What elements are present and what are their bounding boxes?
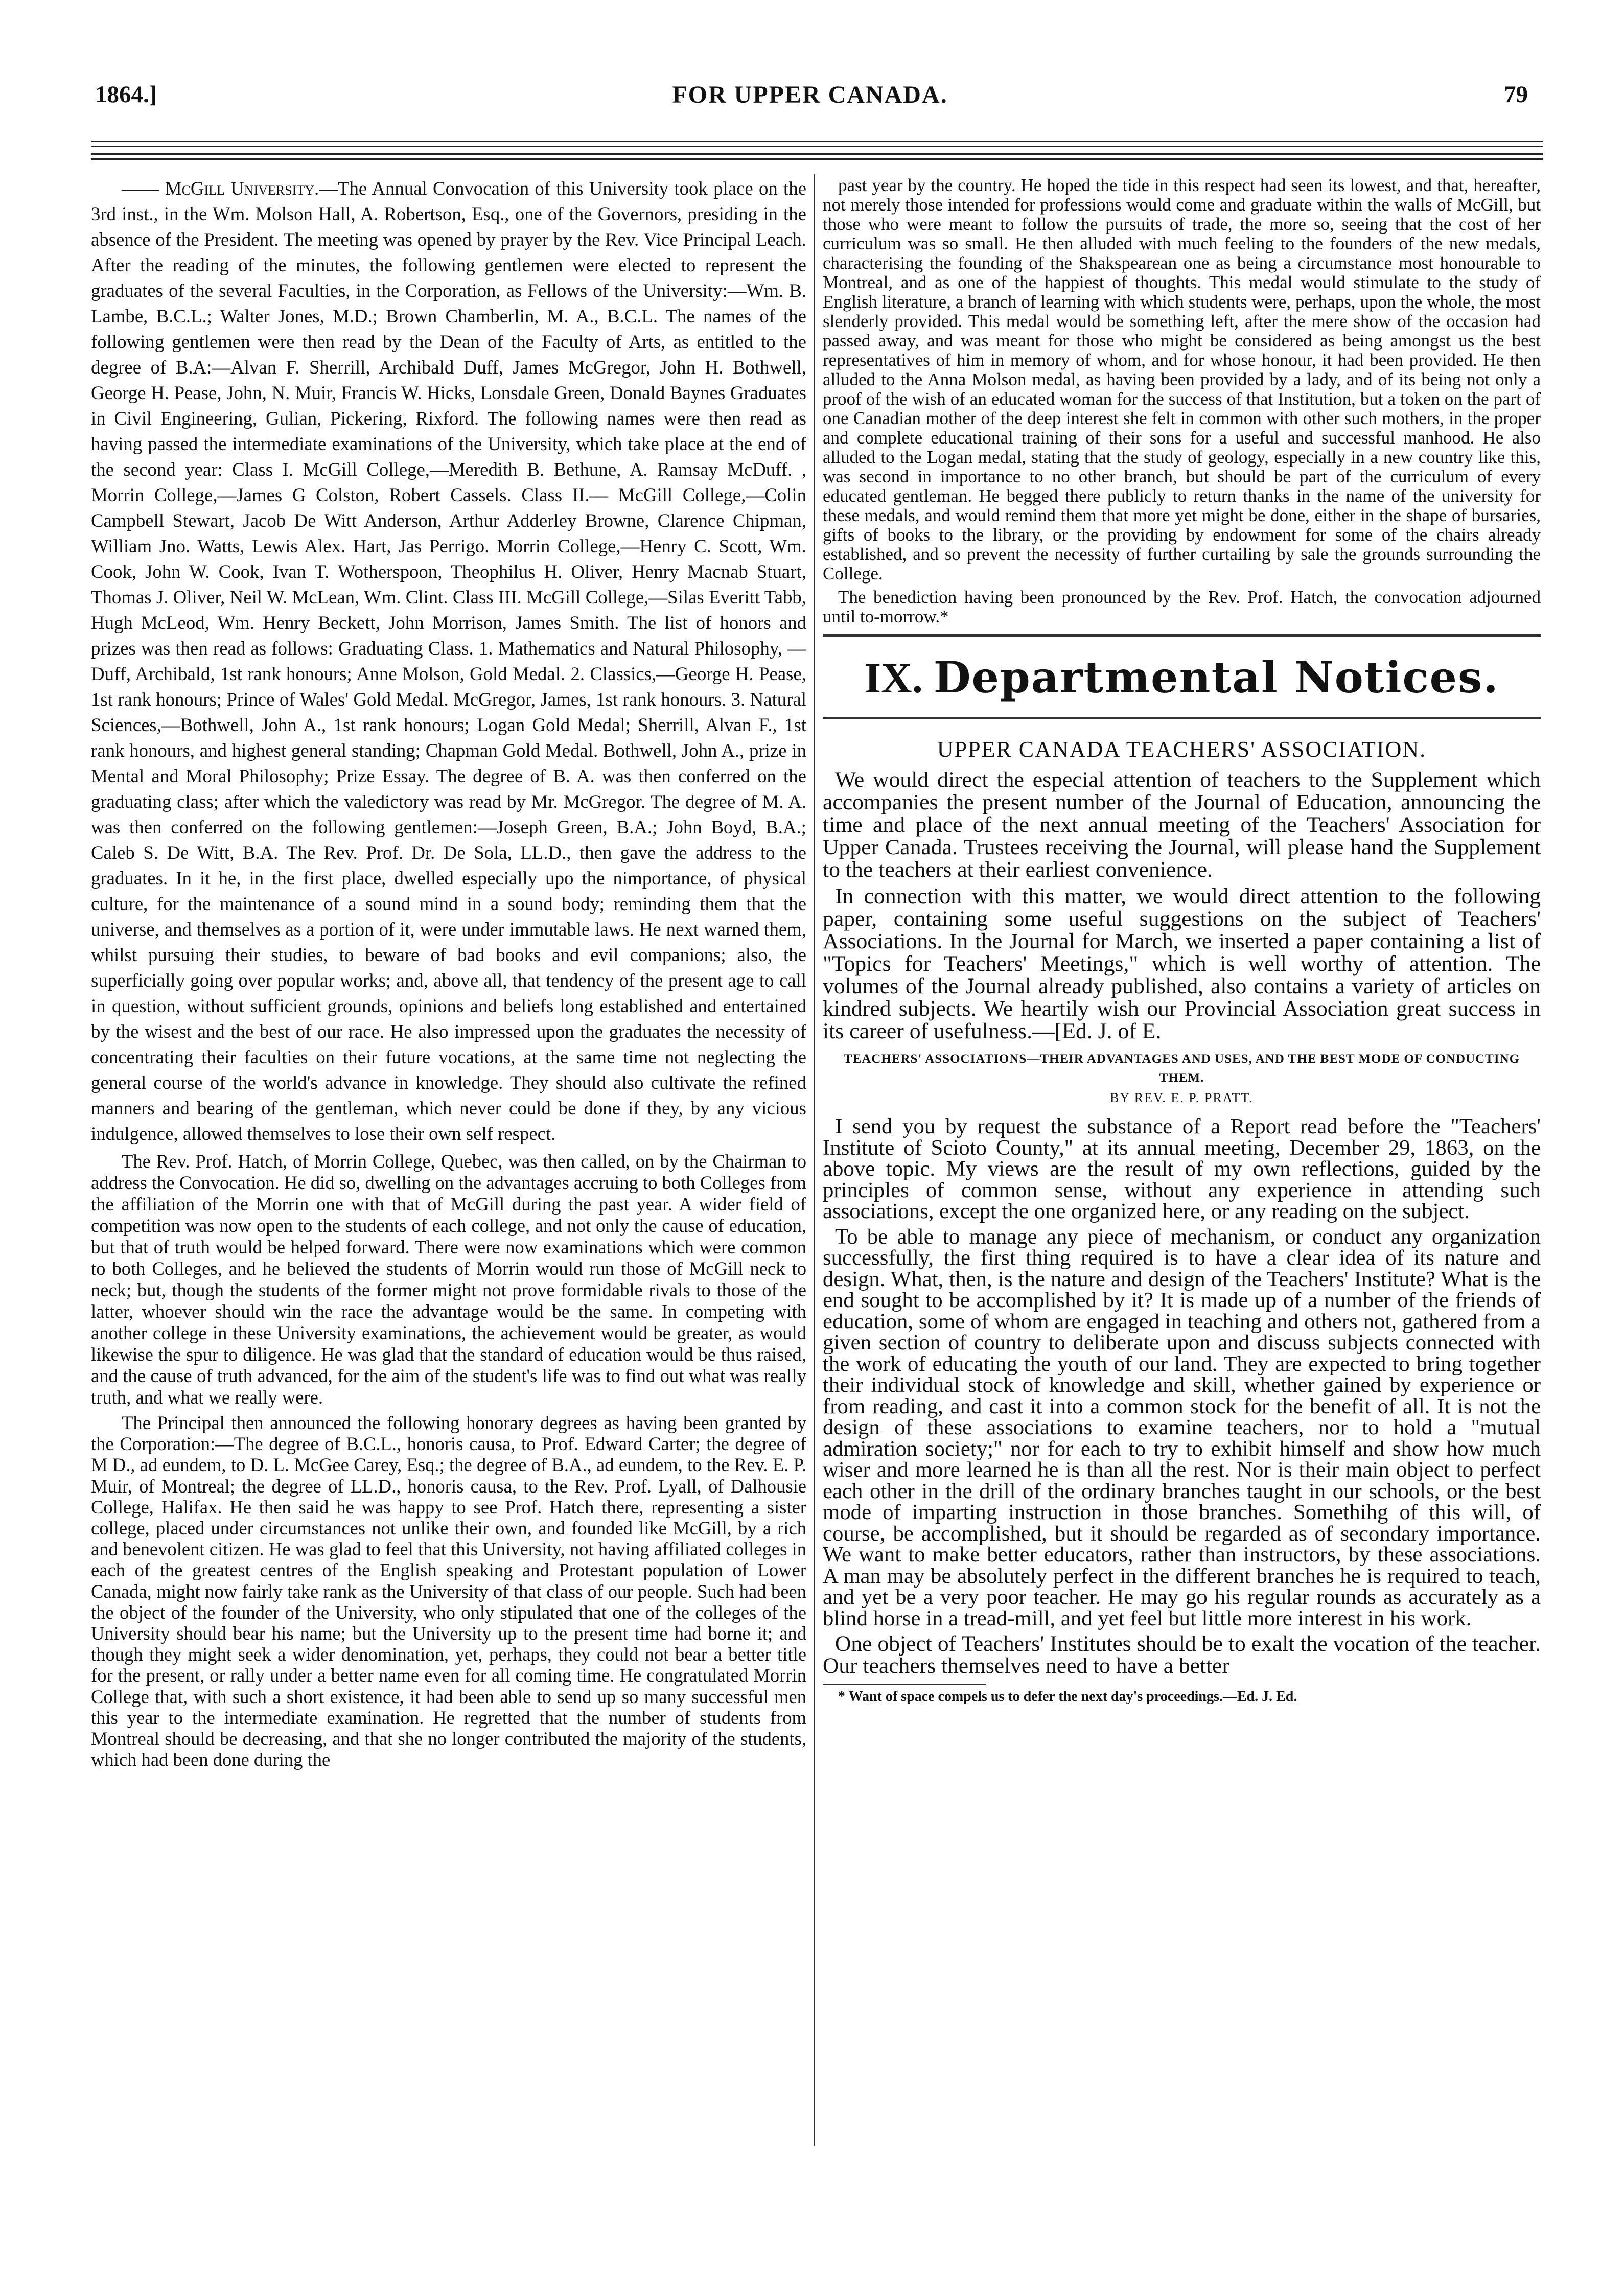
right-column (823, 176, 1541, 2169)
mcgill-convocation-paragraph (91, 176, 806, 1147)
section-heading (823, 652, 1541, 703)
column-divider (814, 174, 815, 2146)
header-rule (91, 141, 1543, 147)
section-rule-bottom (823, 717, 1541, 719)
article-heading: TEACHERS' ASSOCIATIONS—THEIR ADVANTAGES AND USES, AND THE BEST MODE OF CONDUCTING THEM. (843, 1052, 1520, 1085)
supplement-paragraph: We would direct the especial attention of teachers to the Supplement which accompanies the present number of the Journal of Education, announcing the time and place of the next annual meeting of the Teachers' Association for Upper Canada. Trustees receiving the Journal, will please hand the Supplement to the teachers at their earliest convenience. (823, 767, 1541, 882)
footnote-rule (823, 1684, 986, 1685)
footnote: * Want of space compels us to defer the next day's proceedings.—Ed. J. Ed. (838, 1689, 1297, 1705)
left-column (91, 176, 806, 2169)
hatch-address-paragraph: The Rev. Prof. Hatch, of Morrin College, Quebec, was then called, on by the Chairman to address the Convocation. He did so, dwelling on the advantages accruing to both Colleges from the affiliation of the Morrin one with that of McGill during the past year. A wider field of competition was now open to the students of each college, and not only the cause of education, but that of truth would be helped forward. There were now examinations which were common to both Colleges, and he believed the students of Morrin would run those of McGill neck to neck; but, though the students of the former might not prove formidable rivals to those of the latter, whoever should win the race the advantage would be the same. In competing with another college in these University examinations, the achievement would be greater, as would likewise the spur to diligence. He was glad that the standard of education would be thus raised, and the cause of truth advanced, for the aim of the student's life was to find out what was really truth, and what we really were. (91, 1151, 806, 1408)
continued-paragraph: past year by the country. He hoped the tide in this respect had seen its lowest, and that, hereafter, not merely those intended for professions would come and graduate within the walls of McGill, but those who were meant to follow the pursuits of trade, the more so, seeing that the cost of her curriculum was so small. He then alluded with much feeling to the founders of the new medals, characterising the founding of the Shakspearean one as being a circumstance most honourable to Montreal, and as one of the happiest of thoughts. This medal would stimulate to the study of English literature, a branch of learning with which students were, perhaps, upon the whole, the most slenderly provided. This medal would be something left, after the mere show of the occasion had passed away, and was meant for those who might be considered as being amongst us the best representatives of him in memory of whom, and for whose honour, it had been provided. He then alluded to the Anna Molson medal, as having been provided by a lady, and of its being not only a proof of the wish of an educated woman for the success of that Institution, but a token on the part of one Canadian mother of the deep interest she felt in common with other such mothers, in the proper and complete educational training of their sons for a useful and successful manhood. He also alluded to the Logan medal, stating that the study of geology, especially in a new country like this, was second in importance to no other branch, but should be part of the curriculum of every educated gentleman. He begged there publicly to return thanks in the name of the university for these medals, and would remind them that more yet might be done, either in the shape of bursaries, gifts of books to the library, or the providing by endowment for some of the chairs already established, and so prevent the necessity of further curtailing by sale the grounds surrounding the College. (823, 176, 1541, 584)
running-header (77, 72, 1543, 133)
mcgill-text: —The Annual Convocation of this University took place on the 3rd inst., in the Wm. Molson Hall, A. Robertson, Esq., one of the Governors, presiding in the absence of the President. The meeting was opened by prayer by the Rev. Vice Principal Leach. After the reading of the minutes, the following gentlemen were elected to represent the graduates of the several Faculties, in the Corporation, as Fellows of the University:—Wm. B. Lambe, B.C.L.; Walter Jones, M.D.; Brown Chamberlin, M. A., B.C.L. The names of the following gentlemen were then read by the Dean of the Faculty of Arts, as entitled to the degree of B.A:—Alvan F. Sherrill, Archibald Duff, James McGregor, John H. Bothwell, George H. Pease, John, N. Muir, Francis W. Hicks, Lonsdale Green, Donald Baynes Graduates in Civil Engineering, Gulian, Pickering, Rixford. The following names were then read as having passed the intermediate examinations of the University, which take place at the end of the second year: Class I. McGill College,—Meredith B. Bethune, A. Ramsay McDuff. , Morrin College,—James G Colston, Robert Cassels. Class II.— McGill College,—Colin Campbell Stewart, Jacob De Witt Anderson, Arthur Adderley Browne, Clarence Chipman, William Jno. Watts, Lewis Alex. Hart, Jas Perrigo. Morrin College,—Henry C. Scott, Wm. Cook, John W. Cook, Ivan T. Wotherspoon, Theophilus H. Oliver, Henry Macnab Stuart, Thomas J. Oliver, Neil W. McLean, Wm. Clint. Class III. McGill College,—Silas Everitt Tabb, Hugh McLeod, Wm. Henry Beckett, John Morrison, James Smith. The list of honors and prizes was then read as follows: Graduating Class. 1. Mathematics and Natural Philosophy, —Duff, Archibald, 1st rank honours; Anne Molson, Gold Medal. 2. Classics,—George H. Pease, 1st rank honours; Prince of Wales' Gold Medal. McGregor, James, 1st rank honours. 3. Natural Sciences,—Bothwell, John A., 1st rank honours; Logan Gold Medal; Sherrill, Alvan F., 1st rank honours, and highest general standing; Chapman Gold Medal. Bothwell, John A., prize in Mental and Moral Philosophy; Prize Essay. The degree of B. A. was then conferred on the graduating class; after which the valedictory was read by Mr. McGregor. The degree of M. A. was then conferred on the following gentlemen:—Joseph Green, B.A.; John Boyd, B.A.; Caleb S. De Witt, B.A. The Rev. Prof. Dr. De Sola, LL.D., then gave the address to the graduates. In it he, in the first place, dwelled especially upo the nimportance, of physical culture, for the maintenance of a sound mind in a sound body; reminding them that the universe, and themselves as a portion of it, were under immutable laws. He next warned them, whilst pursuing their studies, to beware of bad books and evil companions; also, the superficially going over popular works; and, above all, that tendency of the present age to call in question, without sufficient grounds, opinions and beliefs long established and entertained by the wisest and the best of our race. He also impressed upon the graduates the necessity of concentrating their faculties on their future vocations, at the same time not neglecting the general course of the world's advance in knowledge. They should also cultivate the refined manners and bearing of the gentleman, which never could be done if they, by any vicious indulgence, allowed themselves to lose their own self respect. (91, 178, 806, 1144)
connection-paragraph: In connection with this matter, we would direct attention to the following paper, containing some useful suggestions on the subject of Teachers' Associations. In the Journal for March, we inserted a paper containing a list of "Topics for Teachers' Meetings," which is well worthy of attention. The volumes of the Journal already published, also contains a variety of articles on kindred subjects. We heartily wish our Provincial Association great success in its career of usefulness.—[Ed. J. of E. (823, 884, 1541, 1043)
issue-date: 1864.] (95, 81, 157, 108)
principal-paragraph: The Principal then announced the following honorary degrees as having been granted by the Corporation:—The degree of B.C.L., honoris causa, to Prof. Edward Carter; the degree of M D., ad eundem, to D. L. McGee Carey, Esq.; the degree of B.A., ad eundem, to the Rev. E. P. Muir, of Montreal; the degree of LL.D., honoris causa, to the Rev. Prof. Lyall, of Dalhousie College, Halifax. He then said he was happy to see Prof. Hatch there, representing a sister college, placed under circumstances not unlike their own, and founded like McGill, by a rich and benevolent citizen. He was glad to feel that this University, not having affiliated colleges in each of the greatest centres of the English speaking and Protestant population of Lower Canada, might now fairly take rank as the University of that class of our people. Such had been the object of the founder of the University, who only stipulated that one of the colleges of the University should bear his name; but the University up to the present time had borne it; and though they might seek a wider denomination, yet, perhaps, they could not bear a better title for the present, or rally under a better name even for all coming time. He congratulated Morrin College that, with such a short existence, it had been able to send up so many successful men this year to the intermediate examination. He regretted that the number of students from Montreal should be decreasing, and that she no longer contributed the majority of the students, which had been done during the (91, 1412, 806, 1770)
page-number: 79 (1504, 81, 1528, 108)
running-title: FOR UPPER CANADA. (672, 81, 948, 108)
association-heading: UPPER CANADA TEACHERS' ASSOCIATION. (937, 737, 1427, 762)
vocation-paragraph: One object of Teachers' Institutes should be to exalt the vocation of the teacher. Our teachers themselves need to have a better (823, 1631, 1541, 1678)
mechanism-paragraph: To be able to manage any piece of mechanism, or conduct any organization successfully, the first thing required is to have a clear idea of its nature and design. What, then, is the nature and design of the Teachers' Institute? What is the end sought to be accomplished by it? It is made up of a number of the friends of education, some of whom are engaged in teaching and others not, gathered from a given section of country to deliberate upon and discuss subjects connected with the work of educating the youth of our land. They are expected to bring together their individual stock of knowledge and skill, whether gained by experience or from reading, and cast it into a common stock for the benefit of all. It is not the design of these associations to examine teachers, nor to hold a "mutual admiration society;" nor for each to try to exhibit himself and show how much wiser and more learned he is than all the rest. Nor is their main object to perfect each other in the drill of the ordinary branches taught in our schools, or the best mode of imparting instruction in those branches. Somethihg of this will, of course, be accomplished, but it should be regarded as of secondary importance. We want to make better educators, rather than instructors, by these associations. A man may be absolutely perfect in the different branches he is required to teach, and yet be a very poor teacher. He may go his regular rounds as accurately as a blind horse in a tread-mill, and yet feel but little more interest in his work. (823, 1224, 1541, 1630)
section-number: IX. (864, 655, 923, 702)
mcgill-lead: —— McGill University. (122, 178, 319, 199)
article-byline: BY REV. E. P. PRATT. (1110, 1090, 1254, 1105)
header-rule-second (91, 153, 1543, 160)
benediction-paragraph: The benediction having been pronounced by the Rev. Prof. Hatch, the convocation adjourned until to-morrow.* (823, 587, 1541, 626)
report-paragraph: I send you by request the substance of a Report read before the "Teachers' Institute of Scioto County," at its annual meeting, December 29, 1863, on the above topic. My views are the result of my own reflections, guided by the principles of common sense, without any experience in attending such associations, except the one organized here, or any reading on the subject. (823, 1114, 1541, 1223)
section-rule-top (823, 634, 1541, 637)
section-title: Departmental Notices. (933, 652, 1499, 703)
